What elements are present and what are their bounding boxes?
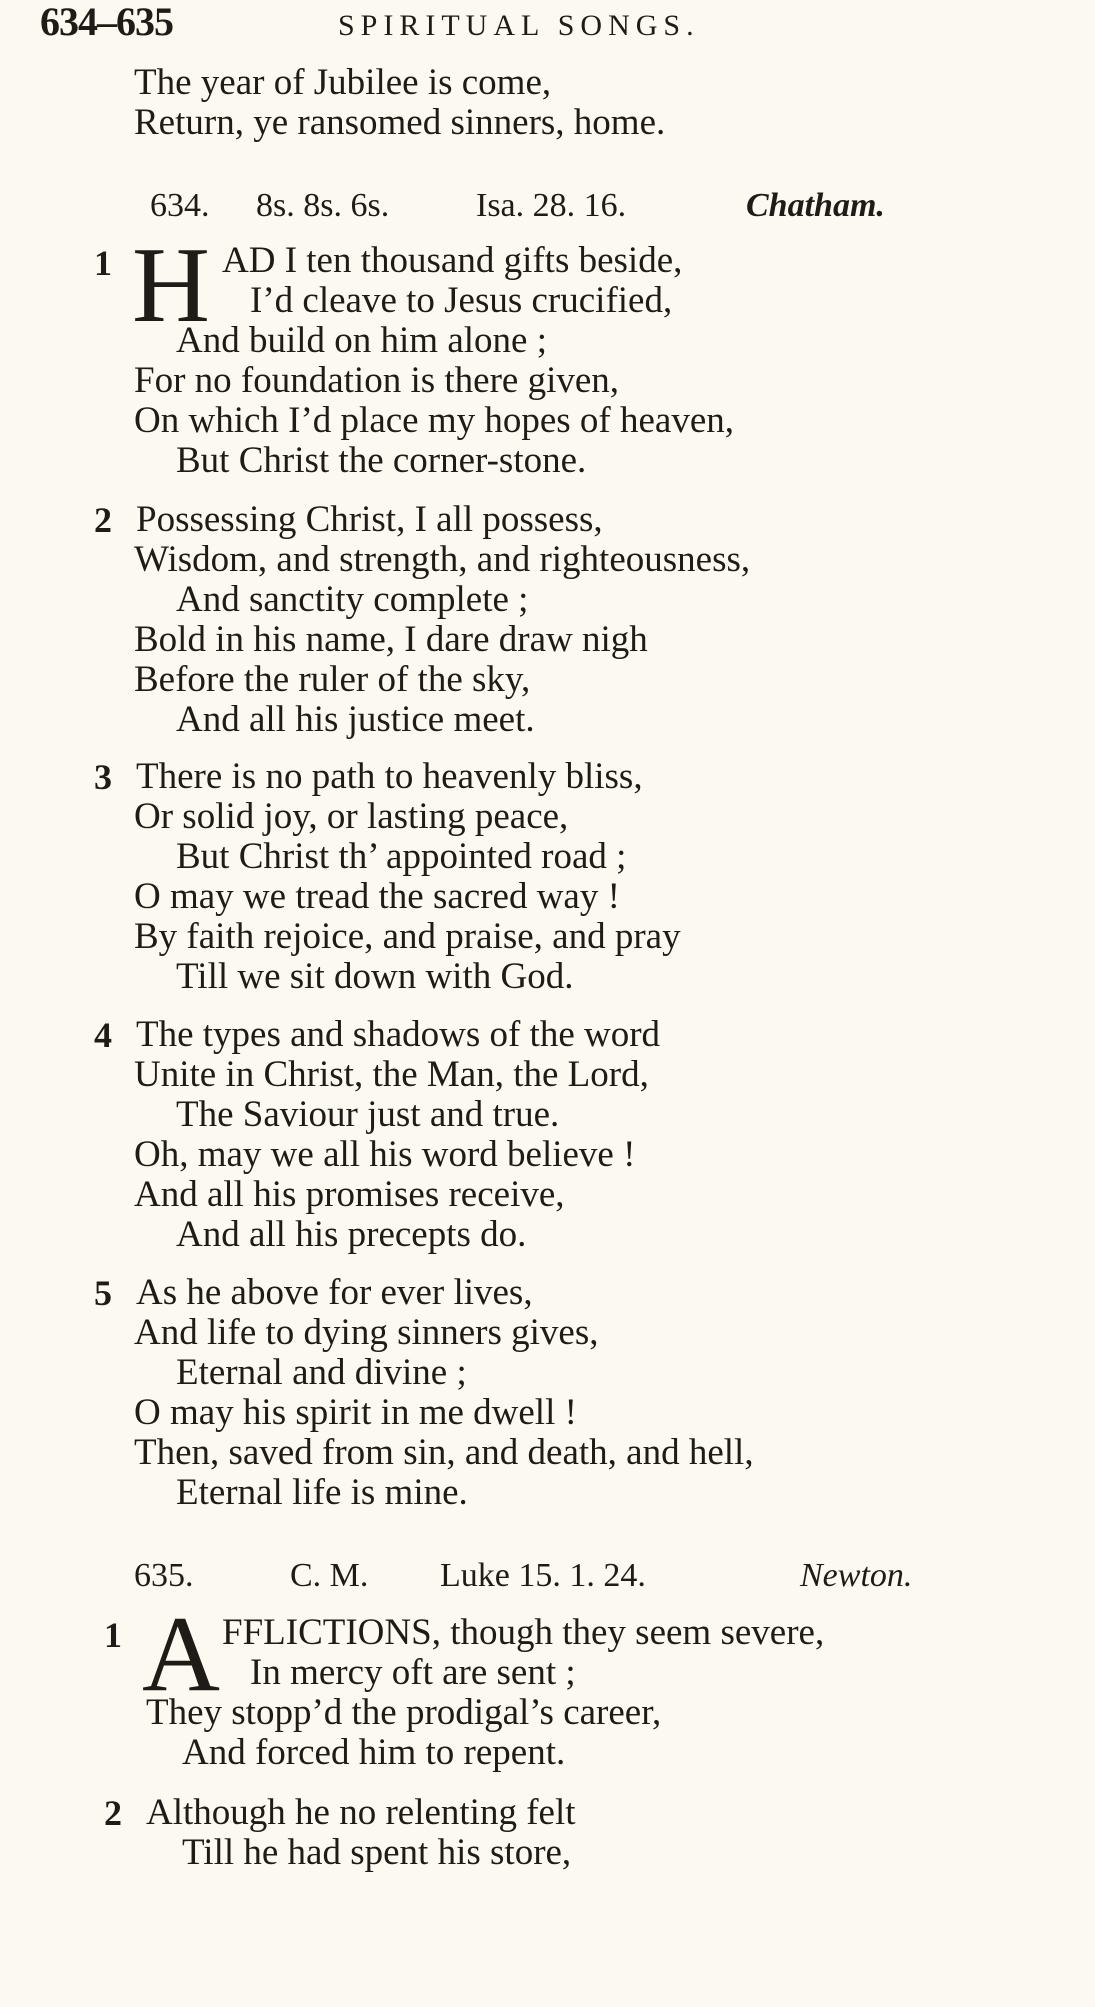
verse-line: Possessing Christ, I all possess, — [136, 499, 603, 540]
verse-line: And life to dying sinners gives, — [134, 1312, 599, 1353]
verse-line: They stopp’d the prodigal’s career, — [146, 1692, 662, 1733]
verse-number: 3 — [94, 757, 112, 797]
verse-line: But Christ the corner-stone. — [176, 440, 587, 481]
verse-line: Oh, may we all his word believe ! — [134, 1134, 636, 1175]
verse-line: AD I ten thousand gifts beside, — [222, 240, 683, 281]
verse-line: Unite in Christ, the Man, the Lord, — [134, 1054, 649, 1095]
verse-line: On which I’d place my hopes of heaven, — [134, 400, 735, 441]
hymn-635-scripture: Luke 15. 1. 24. — [440, 1557, 646, 1594]
verse-number: 1 — [94, 243, 112, 283]
hymn-634-number: 634. — [150, 187, 210, 224]
verse-line: As he above for ever lives, — [136, 1272, 533, 1313]
verse-line: Before the ruler of the sky, — [134, 659, 531, 700]
verse-line: And forced him to repent. — [182, 1732, 566, 1773]
hymn-634-meter: 8s. 8s. 6s. — [256, 187, 390, 224]
verse-number: 1 — [104, 1615, 122, 1655]
verse-line: And all his justice meet. — [176, 699, 535, 740]
verse-line: For no foundation is there given, — [134, 360, 620, 401]
preceding-line-1: The year of Jubilee is come, — [134, 62, 552, 103]
verse-line: I’d cleave to Jesus crucified, — [250, 280, 673, 321]
verse-line: O may his spirit in me dwell ! — [134, 1392, 577, 1433]
verse-line: Eternal and divine ; — [176, 1352, 467, 1393]
verse-line: The types and shadows of the word — [136, 1014, 661, 1055]
verse-line: But Christ th’ appointed road ; — [176, 836, 627, 877]
verse-line: Bold in his name, I dare draw nigh — [134, 619, 648, 660]
verse-line: Till he had spent his store, — [182, 1832, 572, 1873]
hymn-635-meter: C. M. — [290, 1557, 369, 1594]
preceding-line-2: Return, ye ransomed sinners, home. — [134, 102, 666, 143]
verse-number: 2 — [94, 500, 112, 540]
verse-line: And all his promises receive, — [134, 1174, 565, 1215]
verse-line: FFLICTIONS, though they seem severe, — [222, 1612, 825, 1653]
verse-line: There is no path to heavenly bliss, — [136, 756, 643, 797]
verse-number: 5 — [94, 1273, 112, 1313]
verse-line: And build on him alone ; — [176, 320, 547, 361]
verse-line: In mercy oft are sent ; — [250, 1652, 576, 1693]
verse-line: O may we tread the sacred way ! — [134, 876, 620, 917]
hymn-634-tune: Chatham. — [746, 187, 885, 224]
verse-line: And all his precepts do. — [176, 1214, 527, 1255]
running-title: SPIRITUAL SONGS. — [338, 9, 700, 42]
verse-line: Then, saved from sin, and death, and hell, — [134, 1432, 754, 1473]
verse-line: And sanctity complete ; — [176, 579, 529, 620]
hymn-635-tune: Newton. — [800, 1557, 913, 1594]
verse-line: Eternal life is mine. — [176, 1472, 468, 1513]
drop-cap: H — [132, 226, 210, 345]
hymn-634-scripture: Isa. 28. 16. — [476, 187, 627, 224]
verse-line: The Saviour just and true. — [176, 1094, 560, 1135]
verse-line: By faith rejoice, and praise, and pray — [134, 916, 681, 957]
drop-cap: A — [142, 1595, 220, 1714]
verse-number: 4 — [94, 1015, 112, 1055]
verse-line: Or solid joy, or lasting peace, — [134, 796, 569, 837]
hymn-635-number: 635. — [134, 1557, 194, 1594]
verse-number: 2 — [104, 1793, 122, 1833]
verse-line: Although he no relenting felt — [146, 1792, 576, 1833]
verse-line: Wisdom, and strength, and righteousness, — [134, 539, 751, 580]
verse-line: Till we sit down with God. — [176, 956, 574, 997]
page-range: 634–635 — [40, 0, 173, 44]
